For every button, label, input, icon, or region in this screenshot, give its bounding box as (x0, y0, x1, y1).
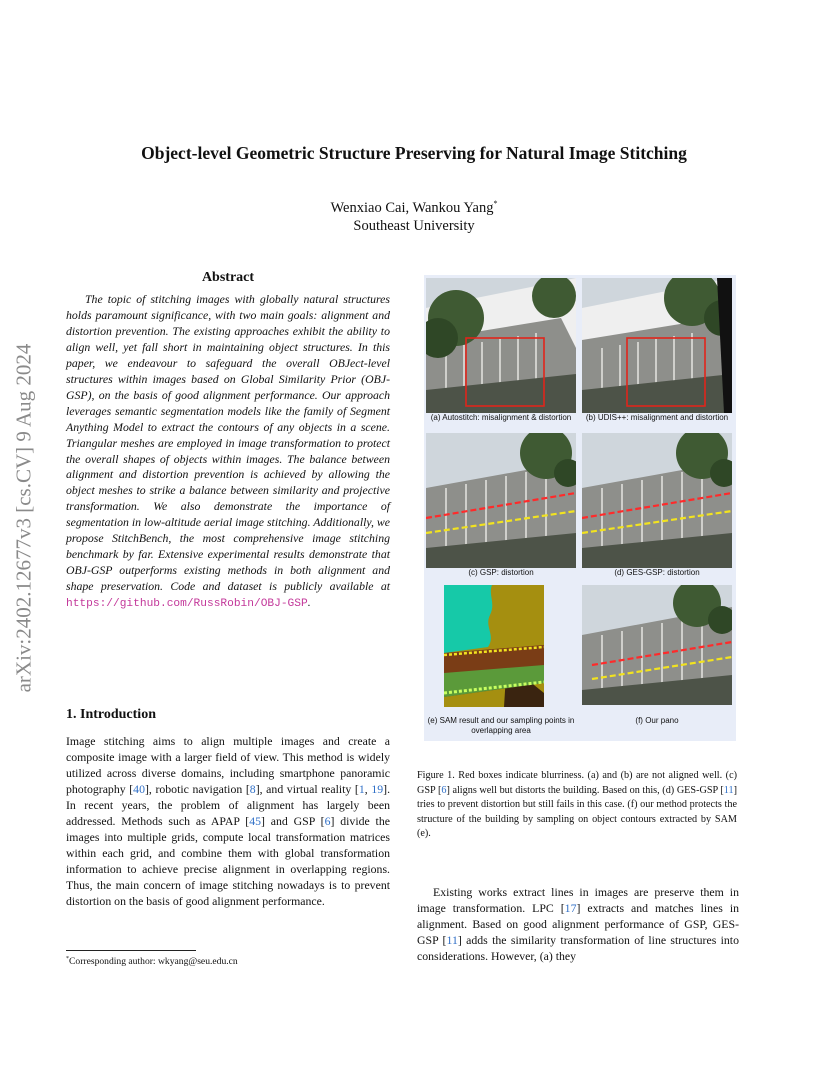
arxiv-sidebar (8, 288, 40, 748)
figure-1 (424, 275, 736, 741)
panel-f-caption: (f) Our pano (635, 716, 679, 725)
panel-c-caption: (c) GSP: distortion (468, 568, 534, 577)
citation-link[interactable]: 19 (371, 781, 384, 796)
panel-c-image (426, 433, 576, 568)
abstract-text (66, 292, 390, 613)
text-run: Existing works extract lines in images are preserve them in image transformation. LPC [ (417, 885, 739, 915)
citation-link[interactable]: 6 (324, 813, 331, 828)
abstract-end: . (307, 595, 311, 610)
intro-paragraph (66, 734, 390, 909)
text-run: ] extracts and matches lines in alignment. Based on good alignment performance of GSP, GES-GSP [ (417, 900, 740, 947)
text-run: ] divide the images into multiple grids, compute local transformation matrices within each grid, and combine them with global transformation information to achieve precise alignment in overlapping regions. Thus, the main concern of image stitching nowadays is to prevent distortion on the basis of good alignment performance. (66, 813, 390, 908)
text-run: ] and GSP [ (261, 813, 325, 828)
footnote-rule (66, 950, 196, 951)
panel-d-image (582, 433, 732, 568)
arxiv-id: arXiv:2402.12677v3 [cs.CV] 9 Aug 2024 (11, 343, 36, 693)
citation-link[interactable]: 40 (133, 781, 145, 796)
figure-caption (417, 769, 737, 842)
panel-b-image (582, 278, 732, 413)
footnote (66, 953, 238, 968)
citation-link[interactable]: 45 (249, 813, 262, 828)
text-run: ] aligns well but distorts the building. Based on this, (d) GES-GSP [ (446, 784, 724, 796)
citation-link[interactable]: 8 (249, 781, 256, 796)
text-run: ], robotic navigation [ (144, 781, 250, 796)
citation-link[interactable]: 11 (723, 784, 734, 796)
panel-b-caption: (b) UDIS++: misalignment and distortion (585, 413, 729, 422)
citation-link[interactable]: 11 (446, 932, 458, 947)
panel-a-caption: (a) Autostitch: misalignment & distortion (430, 413, 572, 422)
citation-link[interactable]: 17 (564, 900, 577, 915)
intro-paragraph-2 (417, 885, 739, 965)
panel-e-caption: (e) SAM result and our sampling points in overlapping area (427, 716, 575, 735)
panel-d-caption: (d) GES-GSP: distortion (614, 568, 700, 577)
text-run: ], and virtual reality [ (255, 781, 359, 796)
abstract-heading: Abstract (201, 270, 255, 285)
text-run: Figure 1. Red boxes indicate blurriness. (a) and (b) are not aligned well. (c) GSP [ (417, 770, 737, 796)
corresponding-mark: * (493, 199, 498, 208)
author-block (0, 195, 828, 235)
footnote-text: Corresponding author: wkyang@seu.edu.cn (69, 956, 238, 968)
authors: Wenxiao Cai, Wankou Yang (330, 199, 494, 216)
panel-f-image (582, 585, 732, 720)
intro-heading: 1. Introduction (66, 707, 156, 722)
text-run: ] adds the similarity transformation of line structures into considerations. However, (a) they (417, 932, 739, 963)
text-run: Image stitching aims to align multiple images and create a composite image with a larger field of view. This method is widely utilized across diverse domains, including smartphone panoramic photography [ (66, 734, 390, 796)
text-run: ] tries to prevent distortion but still fails in this case. (f) our method protects the structure of the building by sampling on object contours extracted by SAM (e). (417, 784, 738, 839)
affiliation: Southeast University (353, 217, 475, 234)
citation-link[interactable]: 1 (358, 781, 365, 796)
footnote-mark: * (66, 956, 69, 962)
abstract-body: The topic of stitching images with globally natural structures holds paramount significance, with two main goals: alignment and distortion prevention. The existing approaches exhibit the ability to align well, yet fall short in maintaining object structures. In this paper, we endeavour to safeguard the overall OBJect-level structures within images based on Global Similarity Prior (OBJ-GSP), on the basis of good alignment performance. Our approach leverages semantic segmentation models like the family of Segment Anything Model to extract the contours of any objects in a scene. Triangular meshes are employed in image transformation to protect the overall shapes of objects within images. The balance between alignment and distortion prevention is achieved by allowing the object meshes to strike a balance between similarity and projective transformation. We also demonstrate the importance of segmentation in low-altitude aerial image stitching. Additionally, we propose StitchBench, the most comprehensive image stitching benchmark by far. Extensive experimental results demonstrate that OBJ-GSP outperforms existing methods in both alignment and shape preservation. Code and dataset is publicly available at (66, 292, 390, 594)
panel-e-image (444, 585, 544, 707)
paper-title: Object-level Geometric Structure Preserving for Natural Image Stitching (141, 143, 687, 163)
text-run: , (364, 781, 372, 796)
citation-link[interactable]: 6 (441, 784, 447, 796)
panel-a-image (426, 278, 576, 413)
text-run: ]. In recent years, the problem of alignment has largely been addressed. Methods such as APAP [ (66, 781, 391, 828)
code-url-link[interactable]: https://github.com/RussRobin/OBJ-GSP (66, 598, 308, 611)
